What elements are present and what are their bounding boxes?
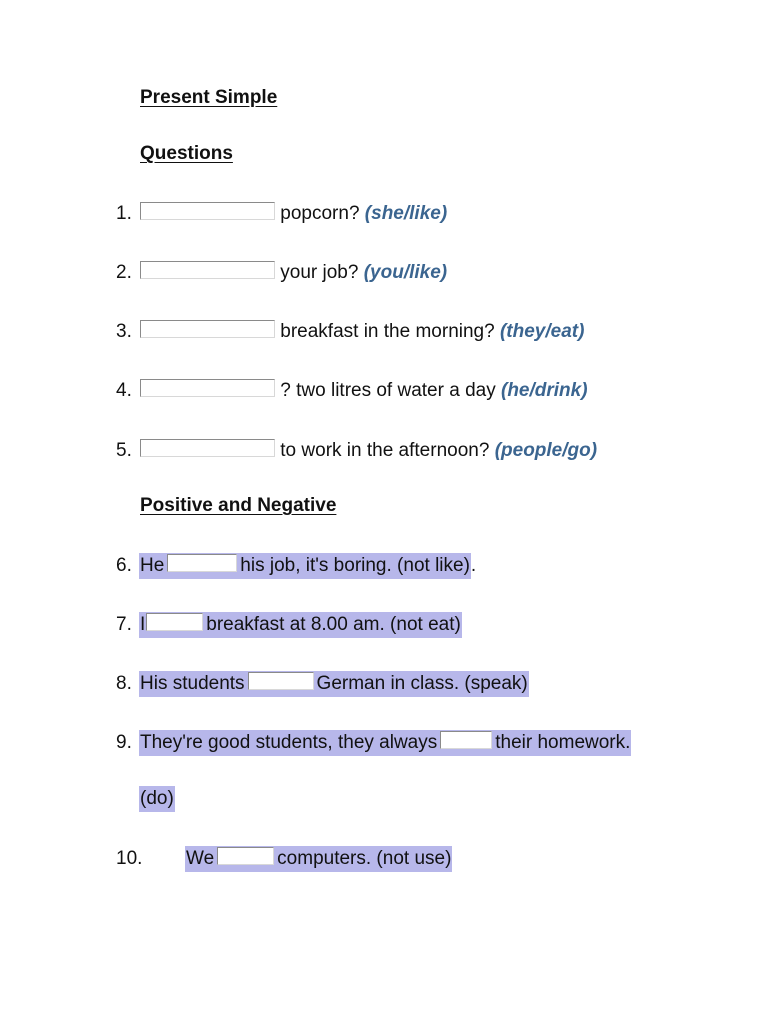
section-heading-positive-negative: Positive and Negative (140, 495, 337, 516)
item-number: 2. (116, 262, 132, 283)
item-number: 4. (116, 380, 132, 401)
verb-hint: (people/go) (494, 440, 598, 461)
item-number: 1. (116, 203, 132, 224)
statement-text-after: computers. (not use) (276, 846, 452, 872)
statement-text-after: their homework. (494, 730, 631, 756)
question-text: your job? (275, 262, 364, 283)
item-number: 3. (116, 321, 132, 342)
item-number: 9. (116, 732, 132, 753)
item-number: 7. (116, 614, 132, 635)
statement-text-after: his job, it's boring. (not like) (239, 553, 471, 579)
question-text: popcorn? (275, 203, 365, 224)
item-number: 10. (116, 848, 143, 869)
item-number: 5. (116, 440, 132, 461)
statement-text-after: German in class. (speak) (316, 671, 529, 697)
answer-input[interactable] (140, 202, 275, 220)
question-text: to work in the afternoon? (275, 440, 495, 461)
answer-input[interactable] (217, 847, 274, 865)
page-title: Present Simple (140, 87, 278, 108)
question-text: breakfast in the morning? (275, 321, 500, 342)
answer-input[interactable] (248, 672, 314, 690)
answer-input[interactable] (146, 613, 203, 631)
section-heading-questions: Questions (140, 143, 233, 164)
answer-input[interactable] (167, 554, 237, 572)
statement-text-before: He (139, 553, 165, 579)
answer-input[interactable] (140, 379, 275, 397)
answer-input[interactable] (140, 320, 275, 338)
verb-hint: (she/like) (364, 203, 448, 224)
item-number: 8. (116, 673, 132, 694)
verb-hint: (he/drink) (501, 380, 588, 401)
statement-text-before: We (185, 846, 215, 872)
answer-input[interactable] (140, 439, 275, 457)
answer-input[interactable] (440, 731, 492, 749)
item-number: 6. (116, 555, 132, 576)
statement-text-before: I (139, 612, 146, 638)
statement-text-before: They're good students, they always (139, 730, 438, 756)
statement-tail: . (470, 555, 477, 576)
question-text: ? two litres of water a day (275, 380, 501, 401)
statement-continuation: (do) (139, 786, 175, 812)
statement-text-after: breakfast at 8.00 am. (not eat) (205, 612, 462, 638)
verb-hint: (you/like) (363, 262, 448, 283)
verb-hint: (they/eat) (499, 321, 585, 342)
answer-input[interactable] (140, 261, 275, 279)
statement-text-before: His students (139, 671, 246, 697)
